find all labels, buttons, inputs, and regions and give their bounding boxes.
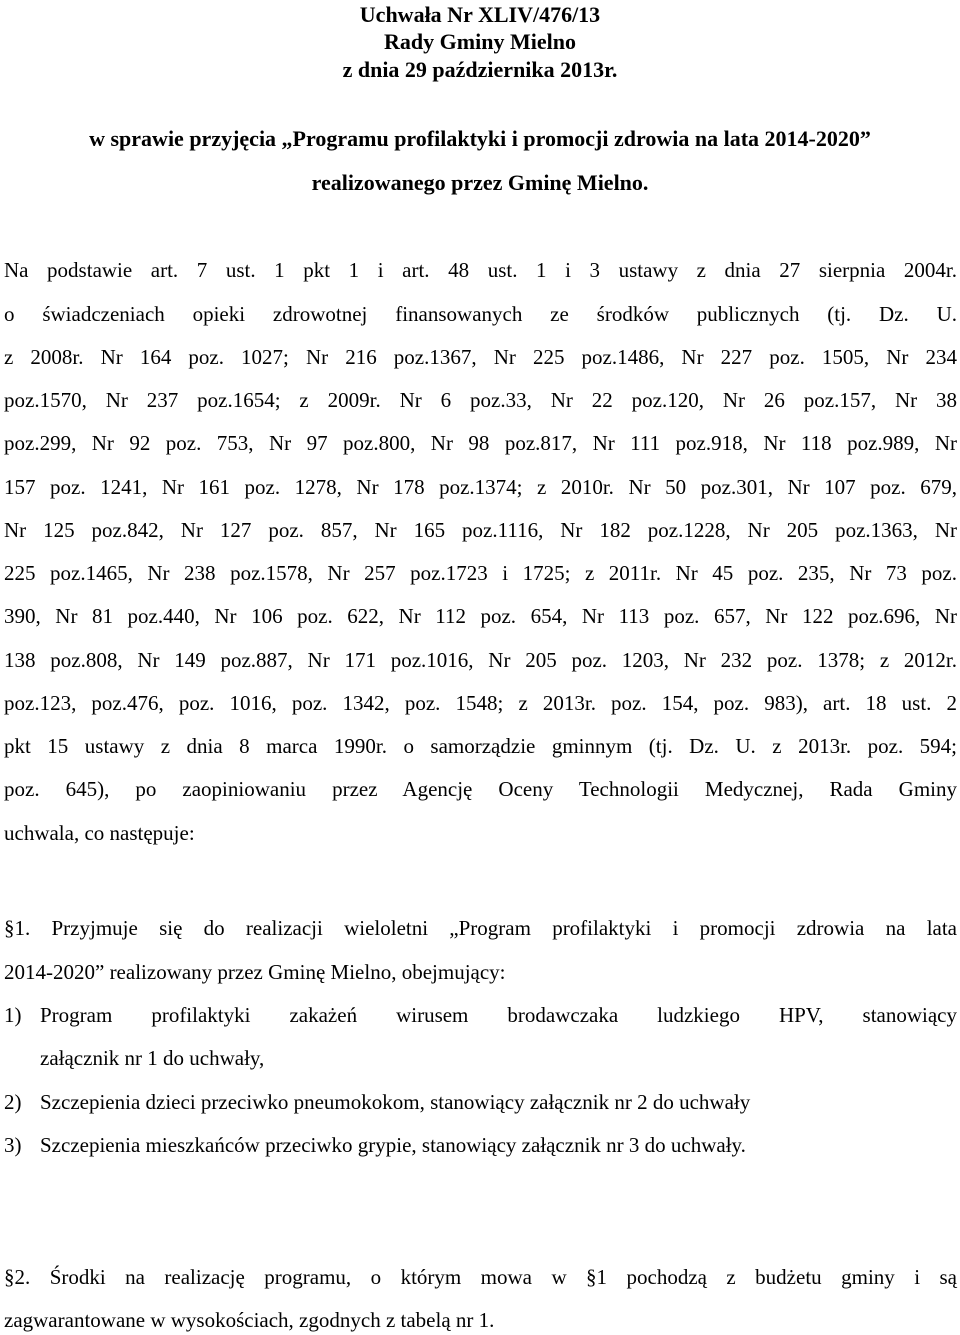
preamble-line: poz.123, poz.476, poz. 1016, poz. 1342, poz. 1548; z 2013r. poz. 154, poz. 983), art. 18 ust. 2 <box>4 691 957 715</box>
preamble-line: poz. 645), po zaopiniowaniu przez Agencję Oceny Technologii Medycznej, Rada Gminy <box>4 777 957 801</box>
preamble-line: 225 poz.1465, Nr 238 poz.1578, Nr 257 poz.1723 i 1725; z 2011r. Nr 45 poz. 235, Nr 73 poz. <box>4 561 957 585</box>
list-item-text: Szczepienia mieszkańców przeciwko grypie, stanowiący załącznik nr 3 do uchwały. <box>40 1133 746 1157</box>
section-2-line: §2. Środki na realizację programu, o którym mowa w §1 pochodzą z budżetu gminy i są <box>4 1265 957 1289</box>
subject-line-2: realizowanego przez Gminę Mielno. <box>311 170 649 195</box>
council-name: Rady Gminy Mielno <box>384 29 576 54</box>
preamble-line: poz.299, Nr 92 poz. 753, Nr 97 poz.800, Nr 98 poz.817, Nr 111 poz.918, Nr 118 poz.989, Nr <box>4 431 957 455</box>
list-item-number: 1) <box>4 1003 22 1027</box>
preamble-line: Na podstawie art. 7 ust. 1 pkt 1 i art. 48 ust. 1 i 3 ustawy z dnia 27 sierpnia 2004r. <box>4 258 957 282</box>
preamble-line: poz.1570, Nr 237 poz.1654; z 2009r. Nr 6 poz.33, Nr 22 poz.120, Nr 26 poz.157, Nr 38 <box>4 388 957 412</box>
preamble-line: 157 poz. 1241, Nr 161 poz. 1278, Nr 178 poz.1374; z 2010r. Nr 50 poz.301, Nr 107 poz. 679, <box>4 475 957 499</box>
subject-line-1: w sprawie przyjęcia „Programu profilaktyki i promocji zdrowia na lata 2014-2020” <box>89 126 871 151</box>
preamble-line: o świadczeniach opieki zdrowotnej finansowanych ze środków publicznych (tj. Dz. U. <box>4 302 957 326</box>
list-item-text: Program profilaktyki zakażeń wirusem brodawczaka ludzkiego HPV, stanowiący <box>40 1003 957 1027</box>
list-item-number: 2) <box>4 1090 22 1114</box>
section-2-line: zagwarantowane w wysokościach, zgodnych z tabelą nr 1. <box>4 1308 495 1332</box>
section-1-line: §1. Przyjmuje się do realizacji wieloletni „Program profilaktyki i promocji zdrowia na lata <box>4 916 957 940</box>
list-item-number: 3) <box>4 1133 22 1157</box>
preamble-line: Nr 125 poz.842, Nr 127 poz. 857, Nr 165 poz.1116, Nr 182 poz.1228, Nr 205 poz.1363, Nr <box>4 518 957 542</box>
resolution-title: Uchwała Nr XLIV/476/13 <box>359 2 601 27</box>
preamble-line: 138 poz.808, Nr 149 poz.887, Nr 171 poz.1016, Nr 205 poz. 1203, Nr 232 poz. 1378; z 2012r. <box>4 648 957 672</box>
preamble-line: pkt 15 ustawy z dnia 8 marca 1990r. o samorządzie gminnym (tj. Dz. U. z 2013r. poz. 594; <box>4 734 957 758</box>
resolution-date: z dnia 29 października 2013r. <box>342 57 618 82</box>
preamble-line: z 2008r. Nr 164 poz. 1027; Nr 216 poz.1367, Nr 225 poz.1486, Nr 227 poz. 1505, Nr 234 <box>4 345 957 369</box>
preamble-line: 390, Nr 81 poz.440, Nr 106 poz. 622, Nr 112 poz. 654, Nr 113 poz. 657, Nr 122 poz.696, Nr <box>4 604 957 628</box>
list-item-text: Szczepienia dzieci przeciwko pneumokokom, stanowiący załącznik nr 2 do uchwały <box>40 1090 751 1114</box>
list-item-text: załącznik nr 1 do uchwały, <box>40 1046 265 1070</box>
preamble-line: uchwala, co następuje: <box>4 821 195 845</box>
section-1-line: 2014-2020” realizowany przez Gminę Mielno, obejmujący: <box>4 960 506 984</box>
